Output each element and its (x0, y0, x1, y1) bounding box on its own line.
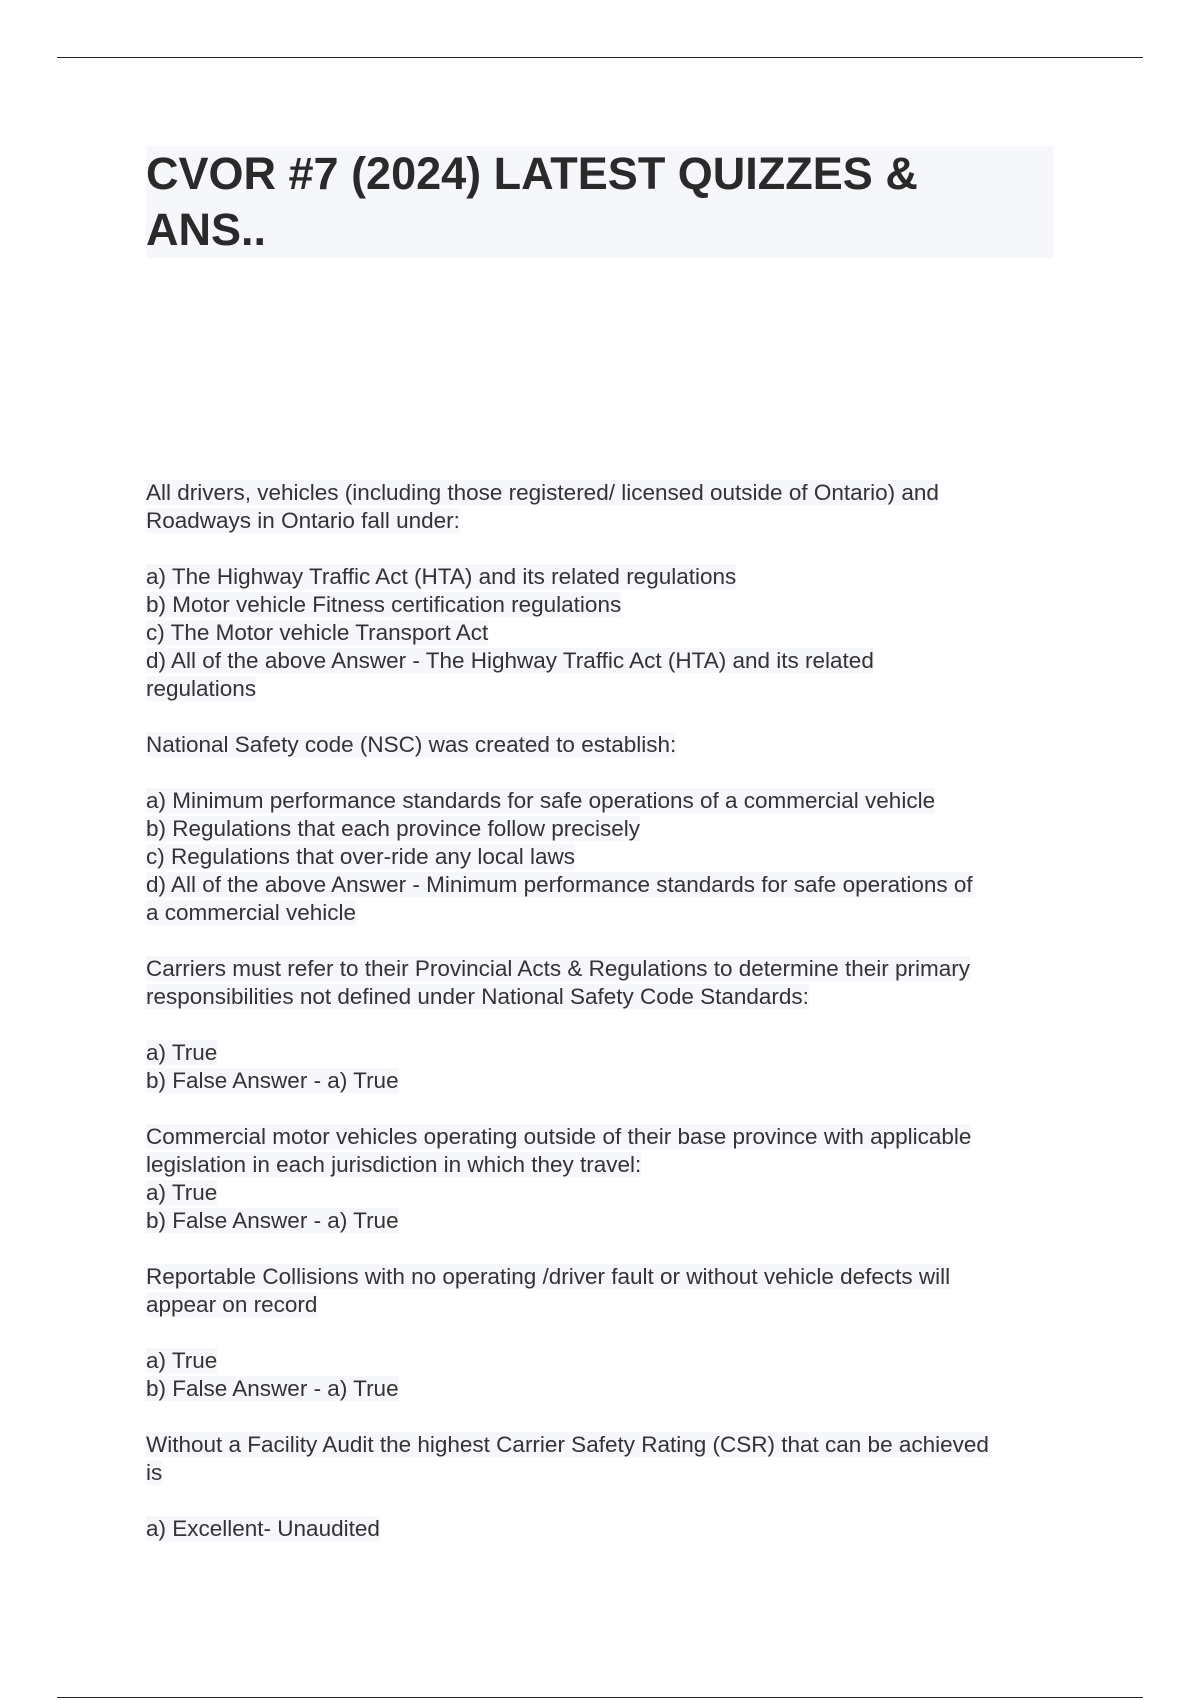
answer-option: a) The Highway Traffic Act (HTA) and its related regulations (146, 564, 737, 589)
title-line-2: ANS.. (146, 204, 267, 255)
answer-option: b) Motor vehicle Fitness certification regulations (146, 592, 622, 617)
question-text: responsibilities not defined under National Safety Code Standards: (146, 984, 809, 1009)
document-body (146, 479, 1066, 1571)
answer-option: b) False Answer - a) True (146, 1376, 399, 1401)
question-block (146, 1263, 1066, 1403)
answer-option: d) All of the above Answer - Minimum performance standards for safe operations of (146, 872, 973, 897)
answer-option: a) True (146, 1040, 218, 1065)
top-rule (57, 57, 1143, 58)
question-text: legislation in each jurisdiction in which they travel: (146, 1152, 642, 1177)
question-text: Commercial motor vehicles operating outside of their base province with applicable (146, 1124, 972, 1149)
answer-option: a commercial vehicle (146, 900, 357, 925)
title-line-1: CVOR #7 (2024) LATEST QUIZZES & (146, 148, 918, 199)
question-block (146, 731, 1066, 927)
page-title (146, 146, 1054, 258)
question-block (146, 479, 1066, 703)
answer-option: d) All of the above Answer - The Highway Traffic Act (HTA) and its related (146, 648, 874, 673)
bottom-rule (57, 1697, 1143, 1698)
question-text: Carriers must refer to their Provincial Acts & Regulations to determine their primary (146, 956, 971, 981)
answer-option: b) Regulations that each province follow precisely (146, 816, 641, 841)
question-text: Without a Facility Audit the highest Carrier Safety Rating (CSR) that can be achieved (146, 1432, 989, 1457)
answer-option: regulations (146, 676, 257, 701)
answer-option: b) False Answer - a) True (146, 1208, 399, 1233)
answer-option: a) Minimum performance standards for safe operations of a commercial vehicle (146, 788, 936, 813)
question-text: National Safety code (NSC) was created to establish: (146, 732, 677, 757)
question-block (146, 1431, 1066, 1543)
answer-option: b) False Answer - a) True (146, 1068, 399, 1093)
answer-option: a) True (146, 1180, 218, 1205)
question-text: is (146, 1460, 163, 1485)
question-text: appear on record (146, 1292, 318, 1317)
question-block (146, 1123, 1066, 1235)
answer-option: c) The Motor vehicle Transport Act (146, 620, 489, 645)
question-text: All drivers, vehicles (including those registered/ licensed outside of Ontario) and (146, 480, 939, 505)
answer-option: a) Excellent- Unaudited (146, 1516, 380, 1541)
question-text: Reportable Collisions with no operating /driver fault or without vehicle defects will (146, 1264, 951, 1289)
answer-option: c) Regulations that over-ride any local laws (146, 844, 575, 869)
question-text: Roadways in Ontario fall under: (146, 508, 460, 533)
question-block (146, 955, 1066, 1095)
answer-option: a) True (146, 1348, 218, 1373)
